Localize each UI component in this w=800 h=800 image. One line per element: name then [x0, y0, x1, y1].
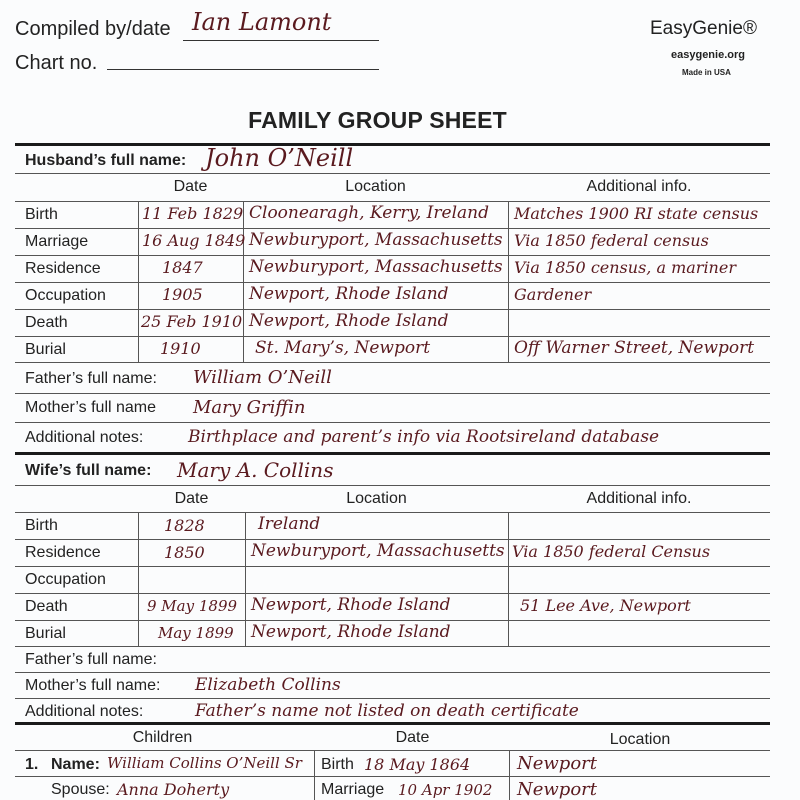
column-divider: [508, 512, 509, 646]
event-location[interactable]: Newburyport, Massachusetts: [249, 230, 503, 250]
wife-father-label: Father’s full name:: [25, 651, 157, 668]
event-info[interactable]: 51 Lee Ave, Newport: [520, 596, 691, 615]
child-marriage-date[interactable]: 10 Apr 1902: [398, 781, 493, 799]
event-label: Burial: [25, 625, 66, 642]
event-location[interactable]: Newburyport, Massachusetts: [249, 257, 503, 277]
child-birth-label: Birth: [321, 756, 354, 773]
husband-father-name[interactable]: William O’Neill: [193, 367, 332, 388]
event-date[interactable]: May 1899: [158, 624, 234, 642]
section-divider: [15, 143, 770, 146]
event-date[interactable]: 25 Feb 1910: [141, 312, 243, 331]
divider: [15, 512, 770, 513]
event-info[interactable]: Via 1850 census, a mariner: [514, 258, 736, 277]
event-info[interactable]: Matches 1900 RI state census: [514, 204, 759, 223]
wife-col-date: Date: [174, 490, 209, 507]
event-info[interactable]: Via 1850 federal Census: [512, 542, 711, 561]
event-label: Occupation: [25, 287, 106, 304]
event-label: Residence: [25, 544, 101, 561]
event-location[interactable]: Newport, Rhode Island: [249, 311, 449, 331]
event-label: Death: [25, 598, 68, 615]
divider: [15, 362, 770, 363]
event-date[interactable]: 1905: [162, 285, 203, 304]
event-date[interactable]: 1828: [164, 516, 205, 535]
event-location[interactable]: Newport, Rhode Island: [249, 284, 449, 304]
wife-col-info: Additional info.: [586, 490, 692, 507]
divider: [15, 672, 770, 673]
brand-made-in: Made in USA: [682, 68, 731, 77]
event-location[interactable]: St. Mary’s, Newport: [255, 338, 431, 358]
event-label: Death: [25, 314, 68, 331]
divider: [15, 309, 770, 310]
column-divider: [138, 512, 139, 646]
event-date[interactable]: 1850: [164, 543, 205, 562]
compiled-by-value[interactable]: Ian Lamont: [192, 8, 332, 36]
child-number: 1.: [25, 756, 39, 773]
husband-col-date: Date: [173, 178, 208, 195]
column-divider: [245, 512, 246, 646]
compiled-by-label: Compiled by/date: [15, 18, 171, 40]
child-marriage-label: Marriage: [321, 781, 385, 798]
wife-name[interactable]: Mary A. Collins: [177, 458, 334, 482]
children-col-children: Children: [132, 729, 193, 746]
wife-mother-label: Mother’s full name:: [25, 677, 161, 694]
divider: [15, 393, 770, 394]
divider: [15, 282, 770, 283]
wife-col-location: Location: [346, 490, 407, 507]
event-date[interactable]: 1847: [162, 258, 203, 277]
event-location[interactable]: Newport, Rhode Island: [251, 622, 451, 642]
child-name-label: Name:: [51, 756, 100, 773]
wife-name-label: Wife’s full name:: [25, 462, 152, 479]
event-date[interactable]: 16 Aug 1849: [142, 231, 246, 250]
event-info[interactable]: Via 1850 federal census: [514, 231, 709, 250]
event-location[interactable]: Newport, Rhode Island: [251, 595, 451, 615]
children-col-date: Date: [395, 729, 430, 746]
compiled-by-underline: [183, 40, 379, 41]
divider: [15, 336, 770, 337]
event-info[interactable]: Off Warner Street, Newport: [514, 338, 755, 358]
child-marriage-location[interactable]: Newport: [517, 779, 598, 800]
event-label: Occupation: [25, 571, 106, 588]
event-label: Birth: [25, 517, 58, 534]
section-divider: [15, 722, 770, 725]
brand-url: easygenie.org: [671, 49, 745, 61]
divider: [15, 593, 770, 594]
divider: [15, 620, 770, 621]
divider: [15, 255, 770, 256]
divider: [15, 776, 770, 777]
divider: [15, 173, 770, 174]
child-spouse-label: Spouse:: [51, 781, 110, 798]
divider: [15, 750, 770, 751]
husband-father-label: Father’s full name:: [25, 370, 157, 387]
divider: [15, 646, 770, 647]
event-info[interactable]: Gardener: [514, 285, 592, 304]
event-label: Marriage: [25, 233, 89, 250]
brand-logo: EasyGenie®: [650, 18, 757, 39]
husband-notes-label: Additional notes:: [25, 429, 144, 446]
divider: [15, 201, 770, 202]
husband-name[interactable]: John O’Neill: [205, 144, 354, 172]
children-col-location: Location: [609, 731, 671, 748]
column-divider: [314, 750, 315, 800]
page-title: FAMILY GROUP SHEET: [248, 107, 507, 133]
child-name[interactable]: William Collins O’Neill Sr: [107, 754, 302, 772]
child-birth-location[interactable]: Newport: [517, 753, 598, 774]
event-label: Burial: [25, 341, 66, 358]
event-label: Birth: [25, 206, 58, 223]
event-label: Residence: [25, 260, 101, 277]
event-date[interactable]: 11 Feb 1829: [142, 204, 244, 223]
wife-notes-label: Additional notes:: [25, 703, 144, 720]
husband-mother-label: Mother’s full name: [25, 399, 157, 416]
divider: [15, 485, 770, 486]
child-birth-date[interactable]: 18 May 1864: [364, 755, 471, 774]
husband-mother-name[interactable]: Mary Griffin: [193, 397, 306, 418]
divider: [15, 228, 770, 229]
event-date[interactable]: 9 May 1899: [147, 597, 238, 615]
child-spouse-name[interactable]: Anna Doherty: [117, 780, 230, 799]
husband-col-location: Location: [345, 178, 406, 195]
column-divider: [509, 750, 510, 800]
event-location[interactable]: Newburyport, Massachusetts: [251, 541, 505, 561]
chart-no-label: Chart no.: [15, 52, 98, 74]
event-location[interactable]: Cloonearagh, Kerry, Ireland: [249, 203, 489, 223]
chart-no-underline: [107, 69, 379, 70]
divider: [15, 698, 770, 699]
husband-notes[interactable]: Birthplace and parent’s info via Rootsireland database: [188, 427, 660, 447]
divider: [15, 422, 770, 423]
wife-notes[interactable]: Father’s name not listed on death certificate: [195, 701, 579, 721]
wife-mother-name[interactable]: Elizabeth Collins: [195, 675, 341, 695]
section-divider: [15, 452, 770, 455]
divider: [15, 566, 770, 567]
event-location[interactable]: Ireland: [258, 514, 321, 534]
divider: [15, 539, 770, 540]
husband-name-label: Husband’s full name:: [25, 152, 187, 169]
husband-col-info: Additional info.: [586, 178, 692, 195]
event-date[interactable]: 1910: [160, 339, 201, 358]
